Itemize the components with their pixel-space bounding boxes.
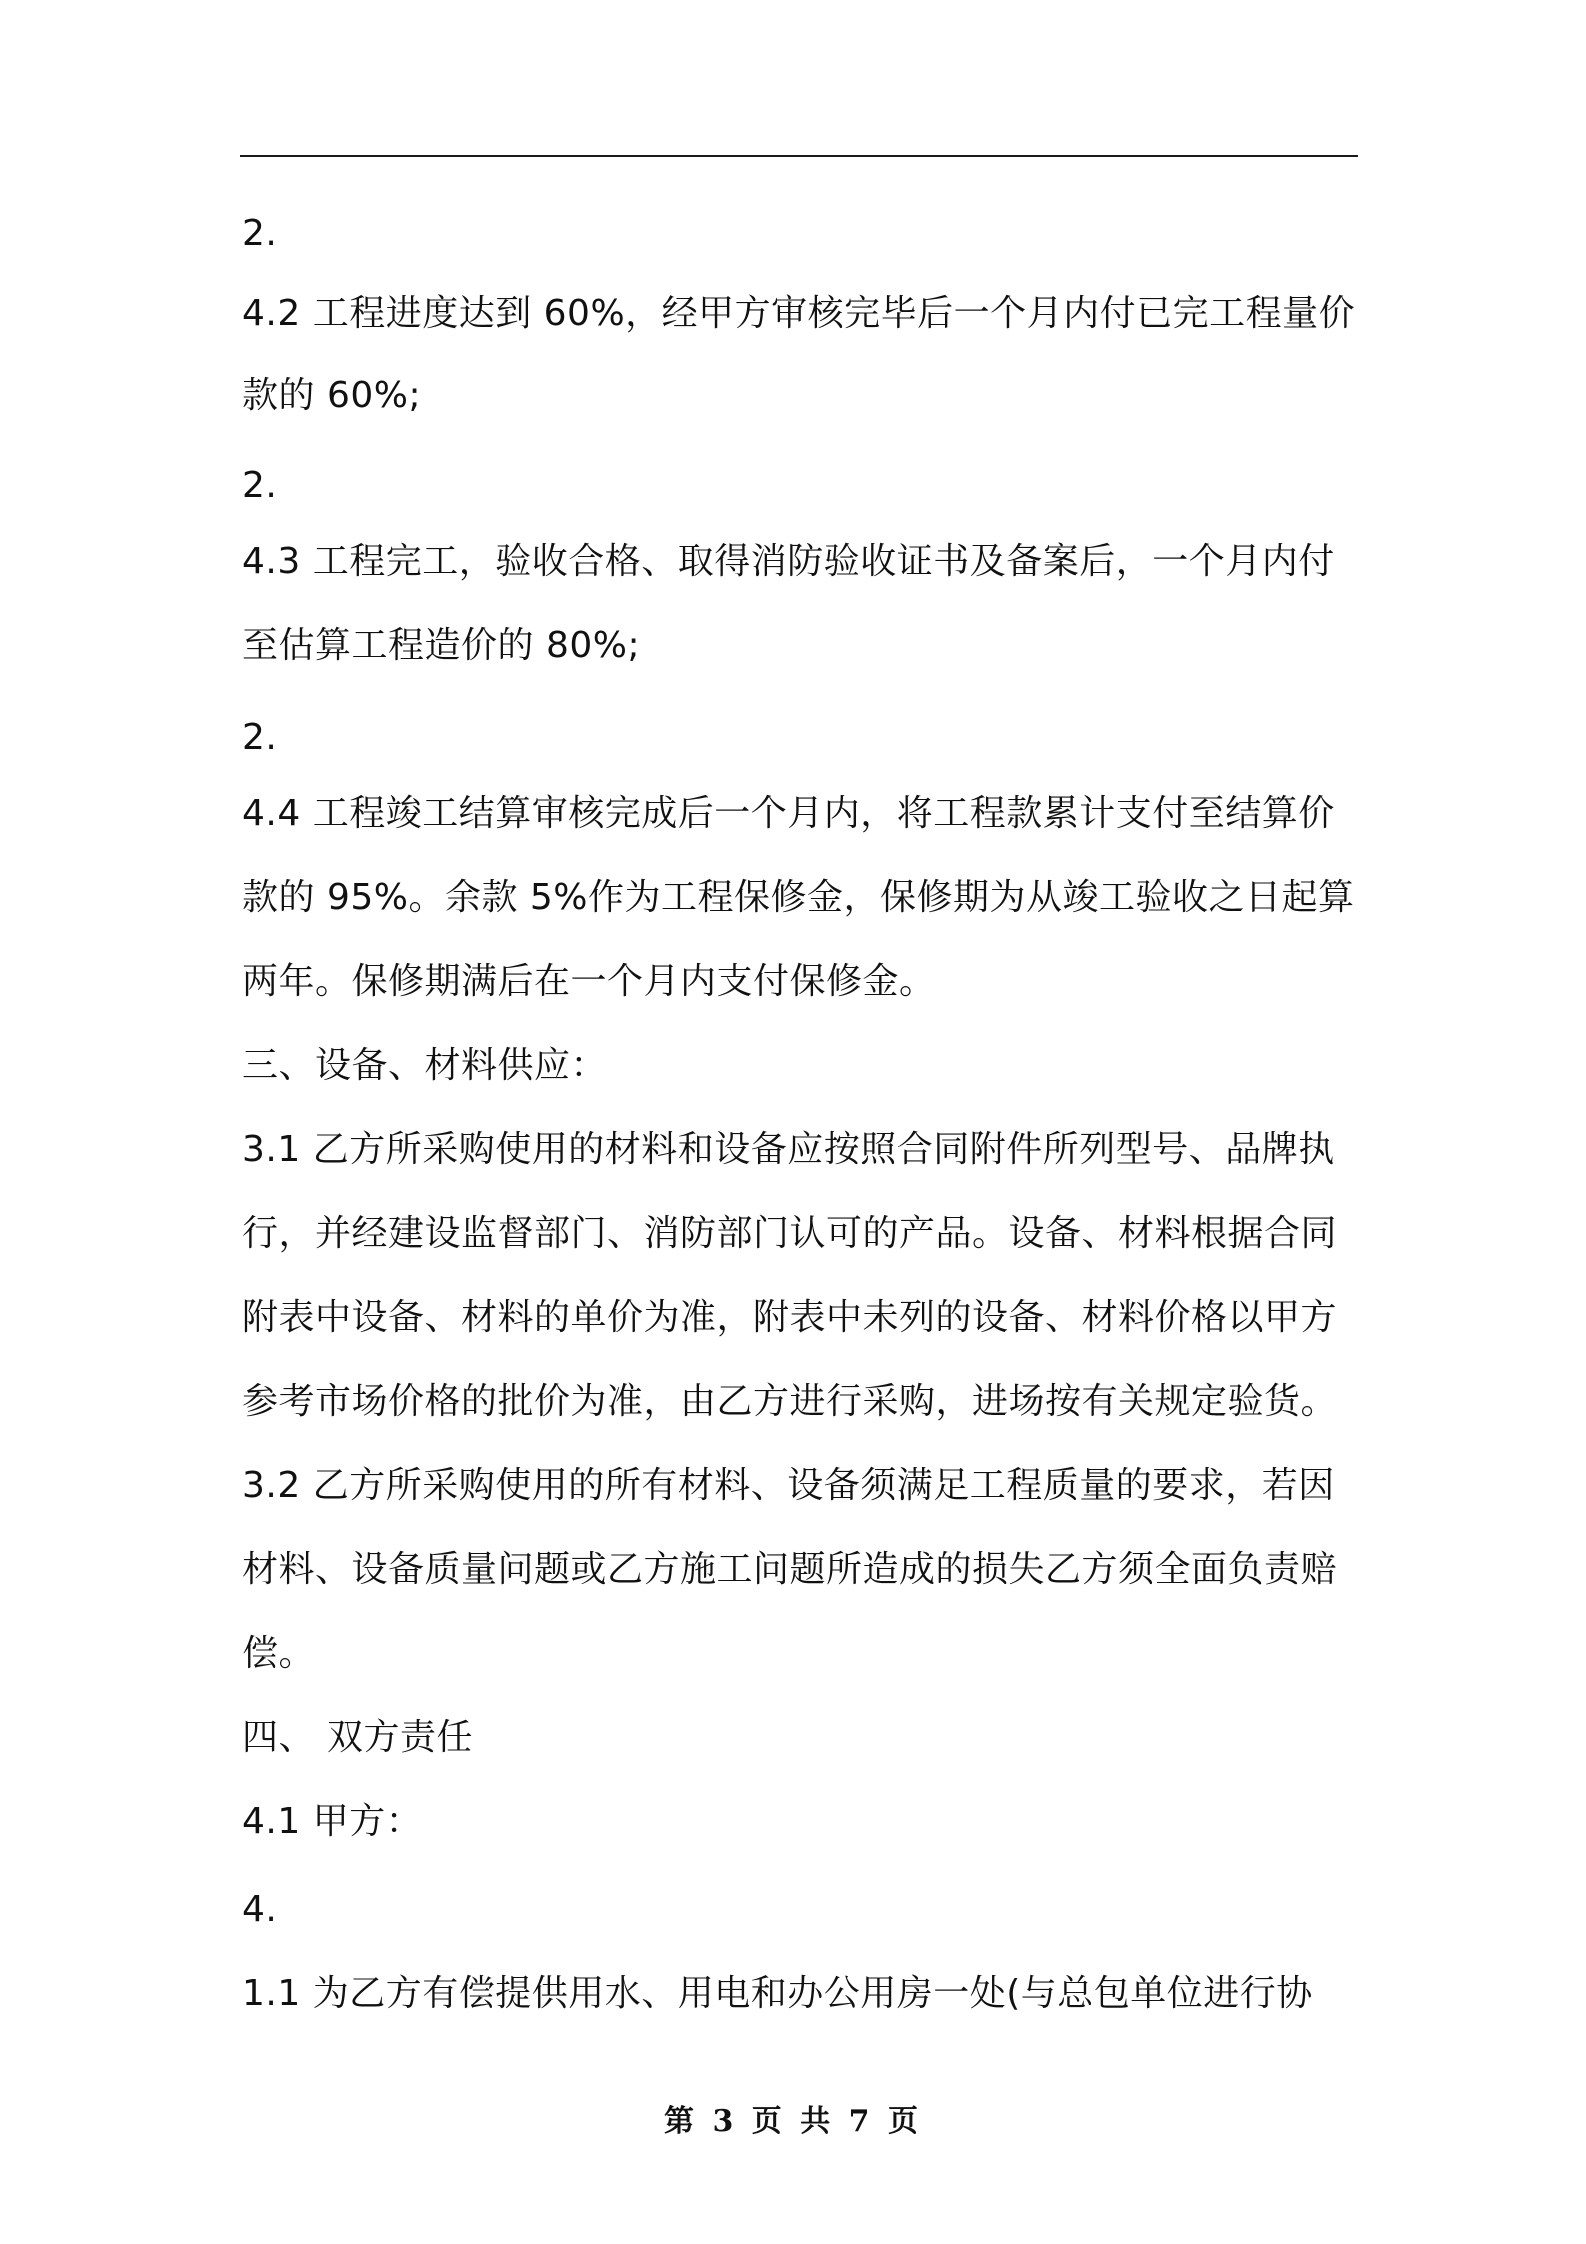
header-rule xyxy=(240,155,1358,157)
text-line: 1.1 为乙方有偿提供用水、用电和办公用房一处(与总包单位进行协 xyxy=(242,1973,1313,2014)
text-line: 2. xyxy=(242,717,278,758)
text-line: 3.1 乙方所采购使用的材料和设备应按照合同附件所列型号、品牌执 xyxy=(242,1129,1335,1170)
text-line: 4. xyxy=(242,1889,278,1930)
text-line: 款的 95%。余款 5%作为工程保修金，保修期为从竣工验收之日起算 xyxy=(242,877,1355,918)
text-line: 参考市场价格的批价为准，由乙方进行采购，进场按有关规定验货。 xyxy=(242,1381,1338,1422)
text-line: 4.4 工程竣工结算审核完成后一个月内，将工程款累计支付至结算价 xyxy=(242,793,1335,834)
text-line: 2. xyxy=(242,465,278,506)
text-line: 至估算工程造价的 80%; xyxy=(242,625,641,666)
text-line: 两年。保修期满后在一个月内支付保修金。 xyxy=(242,961,936,1002)
section-heading: 四、 双方责任 xyxy=(242,1717,473,1758)
text-line: 行，并经建设监督部门、消防部门认可的产品。设备、材料根据合同 xyxy=(242,1213,1338,1254)
text-line: 4.3 工程完工，验收合格、取得消防验收证书及备案后，一个月内付 xyxy=(242,541,1335,582)
section-heading: 三、设备、材料供应： xyxy=(242,1045,608,1086)
text-line: 材料、设备质量问题或乙方施工问题所造成的损失乙方须全面负责赔 xyxy=(242,1549,1338,1590)
text-line: 附表中设备、材料的单价为准，附表中未列的设备、材料价格以甲方 xyxy=(242,1297,1338,1338)
text-line: 2. xyxy=(242,213,278,254)
text-line: 款的 60%; xyxy=(242,375,422,416)
text-line: 4.1 甲方： xyxy=(242,1801,423,1842)
text-line: 4.2 工程进度达到 60%，经甲方审核完毕后一个月内付已完工程量价 xyxy=(242,293,1356,334)
page-number-footer: 第 3 页 共 7 页 xyxy=(664,2104,922,2139)
text-line: 3.2 乙方所采购使用的所有材料、设备须满足工程质量的要求，若因 xyxy=(242,1465,1335,1506)
text-line: 偿。 xyxy=(242,1633,316,1674)
